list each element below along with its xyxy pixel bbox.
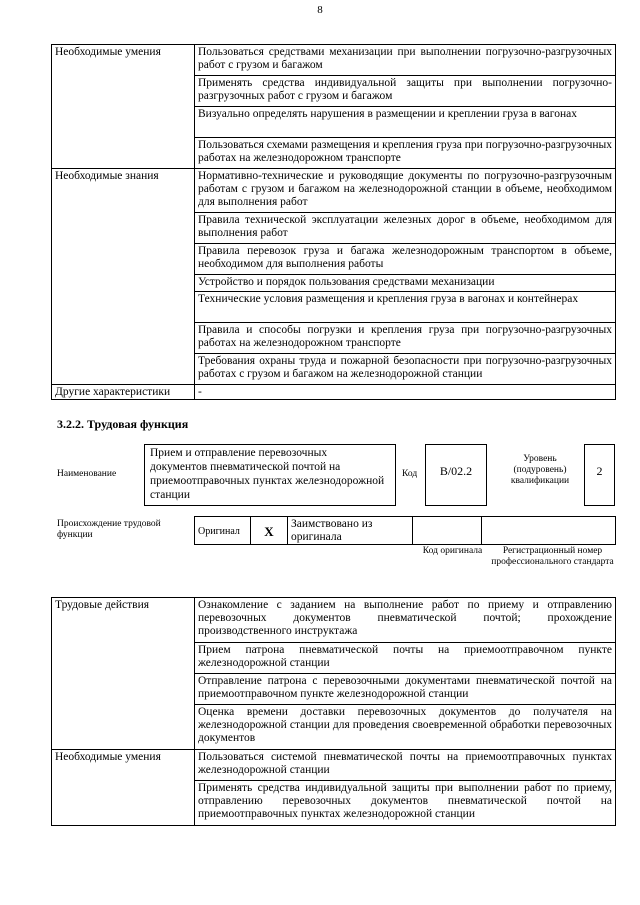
table-cell: Правила технической эксплуатации железных дорог в объеме, необходимом для выполнения работ <box>195 213 616 244</box>
table-cell: Правила и способы погрузки и крепления груза при погрузочно-разгрузочных работах на железнодорожном транспорте <box>195 323 616 354</box>
row-label-skills: Необходимые умения <box>52 45 195 169</box>
table-cell: Нормативно-технические и руководящие документы по погрузочно-разгрузочным работам с грузом и багажом на железнодорожной станции в объеме, необходимом для выполнения работ <box>195 169 616 213</box>
table-cell: Оценка времени доставки перевозочных документов до получателя на железнодорожной станции для проведения своевременной обработки перевозочных документов <box>195 705 616 750</box>
origin-label: Происхождение трудовой функции <box>57 519 161 540</box>
name-label: Наименование <box>57 469 117 479</box>
table-cell: Пользоваться системой пневматической почты на приемоотправочных пунктах железнодорожной станции <box>195 750 616 781</box>
table-cell: Технические условия размещения и крепления груза в вагонах и контейнерах <box>195 292 616 323</box>
table-cell: Визуально определять нарушения в размещении и креплении груза в вагонах <box>195 107 616 138</box>
level-value: 2 <box>596 464 603 478</box>
reg-caption: Регистрационный номер профессионального стандарта <box>491 546 614 567</box>
table-cell: Отправление патрона с перевозочными документами пневматической почтой на приемоотправочном пункте железнодорожной станции <box>195 674 616 705</box>
code-label: Код <box>402 469 418 479</box>
table-cell: - <box>195 385 616 400</box>
table-cell: Применять средства индивидуальной защиты при выполнении работ по приему, отправлению перевозочных документов пневматической почтой на приемоотправочных пунктах железнодорожной станции <box>195 781 616 826</box>
origin-table <box>194 516 616 545</box>
table-row <box>52 45 616 76</box>
function-name: Прием и отправление перевозочных документов пневматической почтой на приемоотправочных пунктах железнодорожной станции <box>150 447 385 501</box>
table-cell: Ознакомление с заданием на выполнение работ по приему и отправлению перевозочных документов пневматической почтой; прохождение производственного инструктажа <box>195 598 616 643</box>
original-label: Оригинал <box>195 517 251 545</box>
table-cell: Применять средства индивидуальной защиты при выполнении погрузочно-разгрузочных работ с грузом и багажом <box>195 76 616 107</box>
requirements-table <box>51 44 616 400</box>
table-cell: Правила перевозок груза и багажа железнодорожным транспортом в объеме, необходимом для выполнения работы <box>195 244 616 275</box>
actions-table <box>51 597 616 826</box>
table-cell: Прием патрона пневматической почты на приемоотправочном пункте железнодорожной станции <box>195 643 616 674</box>
table-row <box>52 385 616 400</box>
original-mark: X <box>251 517 288 545</box>
borrowed-label: Заимствовано из оригинала <box>288 517 413 545</box>
row-label-knowledge: Необходимые знания <box>52 169 195 385</box>
row-label-other: Другие характеристики <box>52 385 195 400</box>
level-label: Уровень (подуровень) квалификации <box>510 454 570 486</box>
code-value: В/02.2 <box>439 464 473 478</box>
table-cell: Устройство и порядок пользования средствами механизации <box>195 275 616 292</box>
table-cell: Требования охраны труда и пожарной безопасности при погрузочно-разгрузочных работах с грузом и багажом на железнодорожной станции <box>195 354 616 385</box>
table-cell: Пользоваться схемами размещения и крепления груза при погрузочно-разгрузочных работах на железнодорожном транспорте <box>195 138 616 169</box>
code-caption: Код оригинала <box>422 546 483 556</box>
page-number: 8 <box>317 4 323 16</box>
row-label-actions: Трудовые действия <box>52 598 195 750</box>
row-label-skills-2: Необходимые умения <box>52 750 195 826</box>
table-row <box>52 169 616 213</box>
table-row <box>52 598 616 643</box>
table-row <box>52 750 616 781</box>
origin-reg-cell <box>482 517 616 545</box>
table-cell: Пользоваться средствами механизации при выполнении погрузочно-разгрузочных работ с грузом и багажом <box>195 45 616 76</box>
section-title: 3.2.2. Трудовая функция <box>57 417 189 431</box>
origin-code-cell <box>413 517 482 545</box>
